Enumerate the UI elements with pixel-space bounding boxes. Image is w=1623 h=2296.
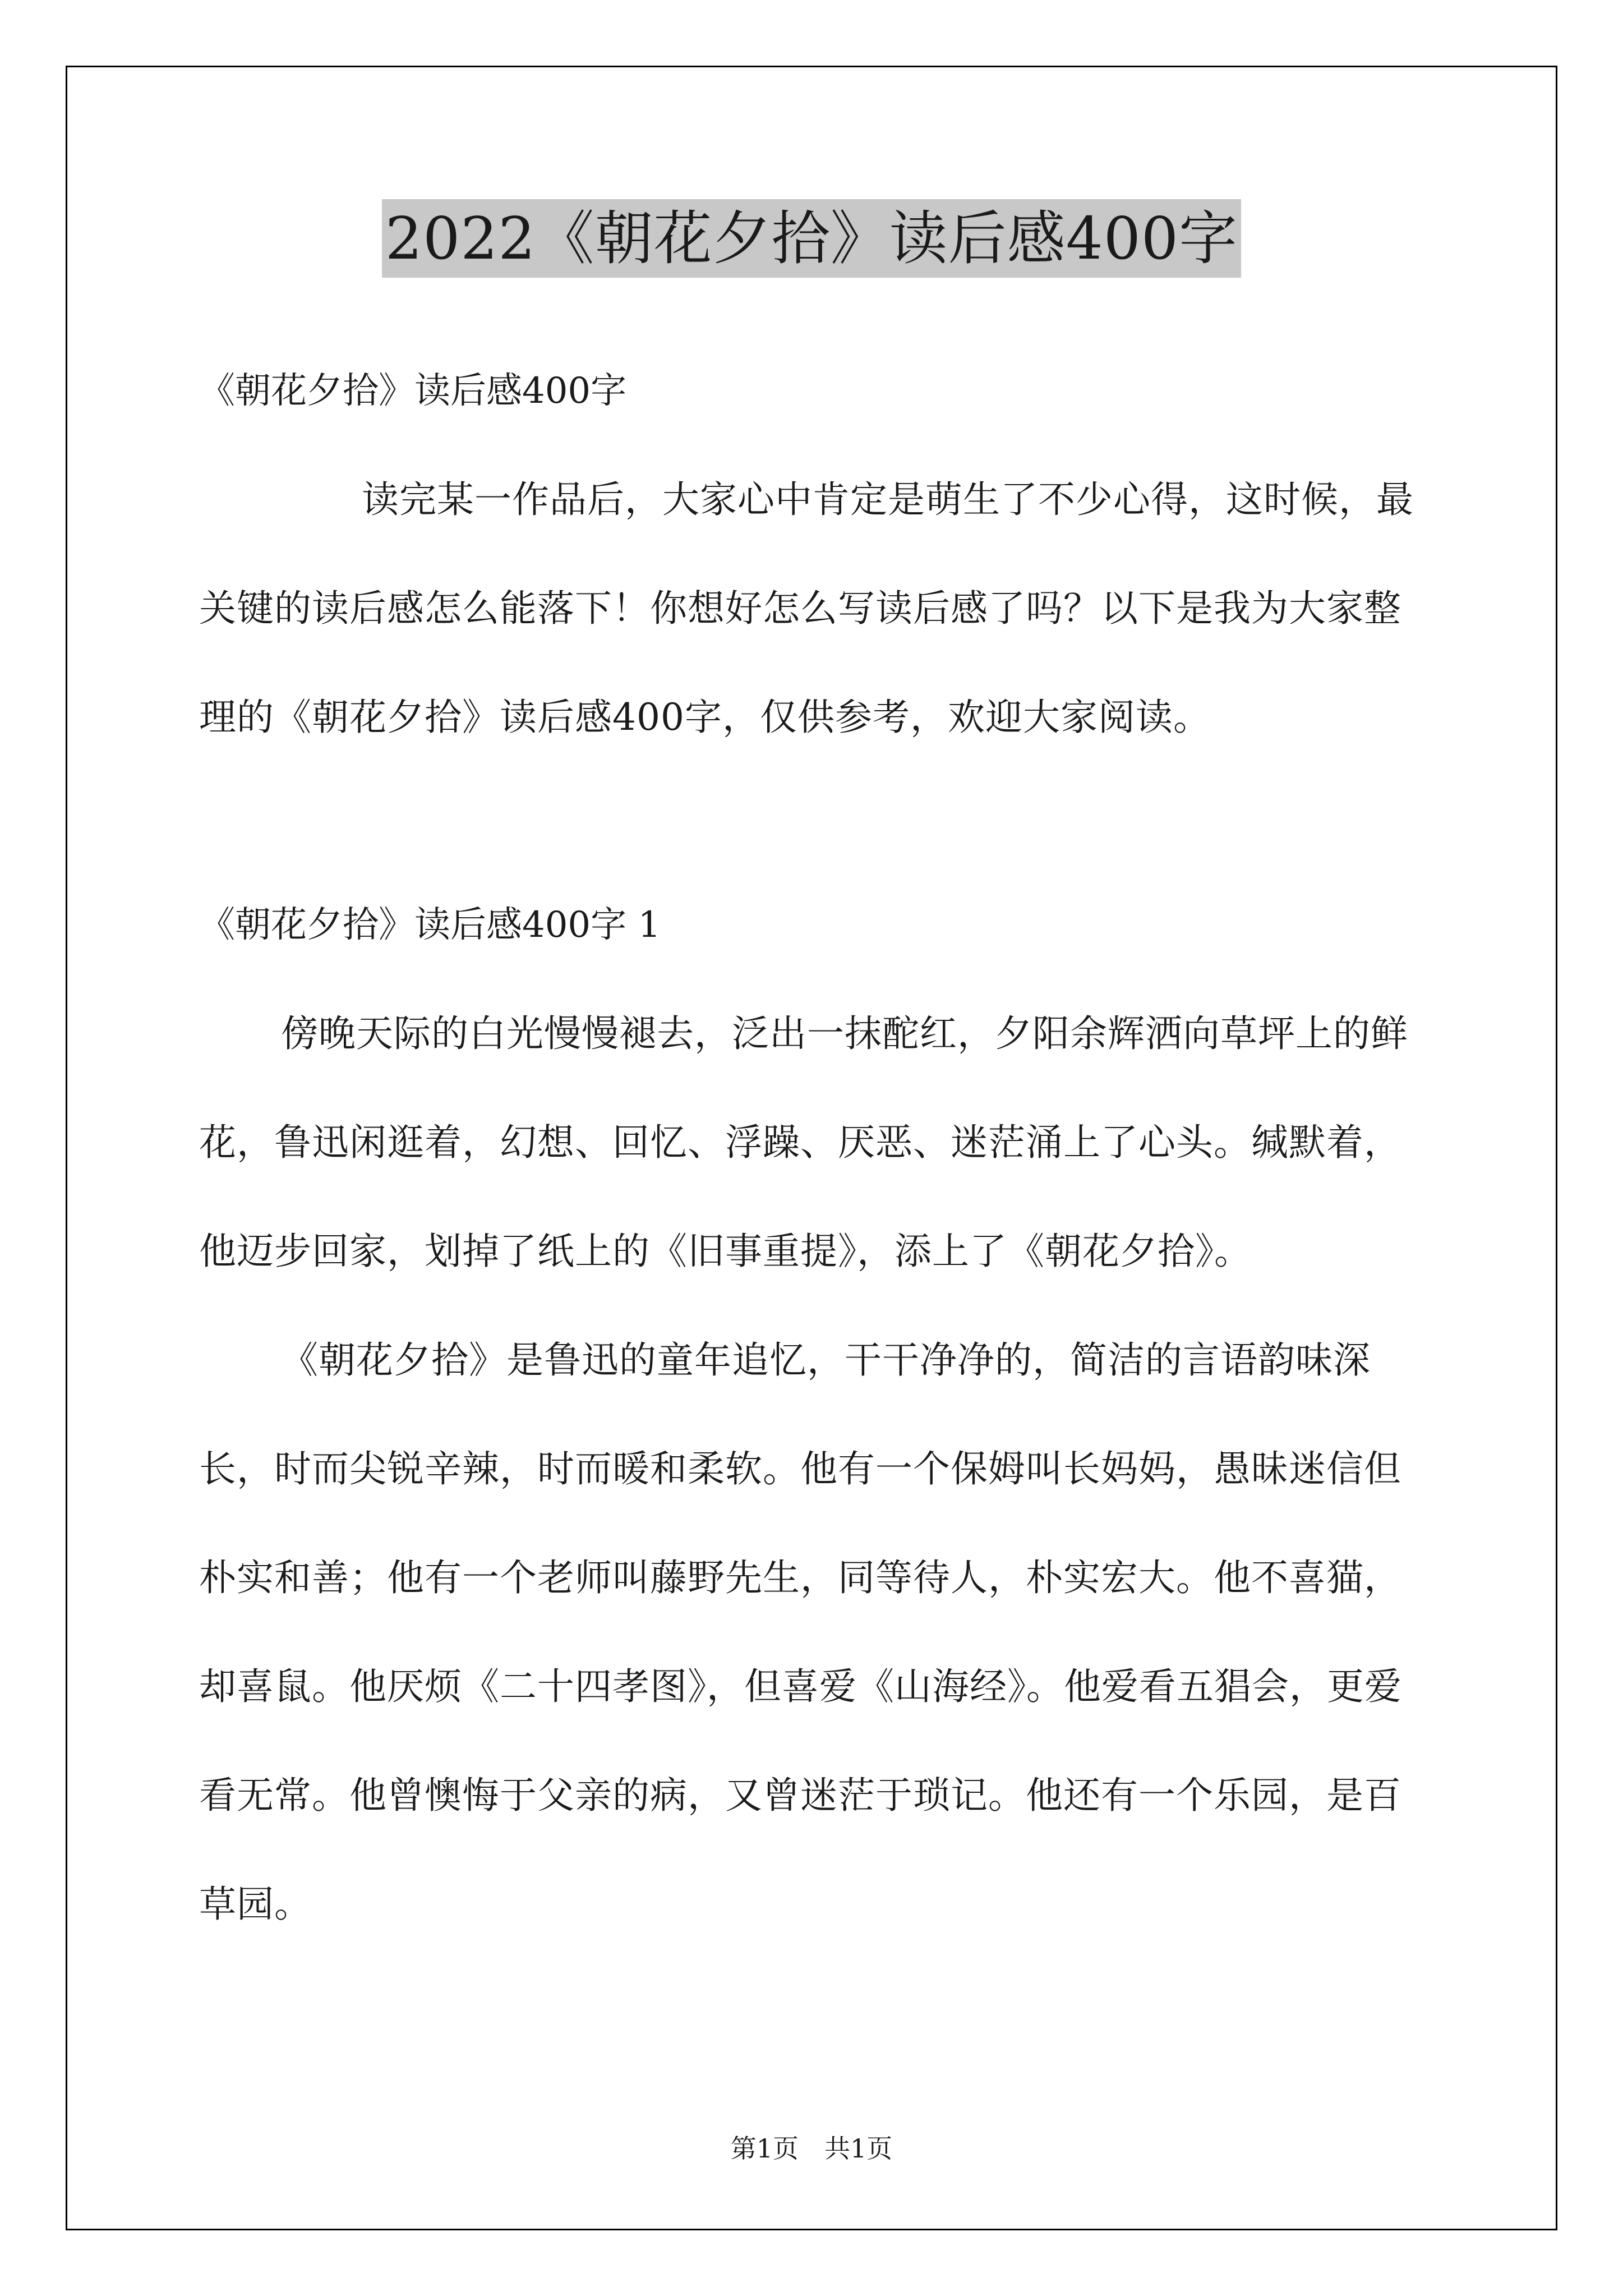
- intro-paragraph: 读完某一作品后，大家心中肯定是萌生了不少心得，这时候，最关键的读后感怎么能落下！你想好怎么写读后感了吗？以下是我为大家整理的《朝花夕拾》读后感400字，仅供参考，欢迎大家阅读。: [199, 478, 1414, 739]
- title-container: [0, 199, 1623, 278]
- document-subtitle: 《朝花夕拾》读后感400字: [199, 370, 627, 412]
- document-body: [199, 337, 1438, 1959]
- section-spacer: [199, 772, 1438, 871]
- section-heading: 《朝花夕拾》读后感400字 1: [199, 904, 661, 946]
- body-paragraph-2: 《朝花夕拾》是鲁迅的童年追忆，干干净净的，简洁的言语韵味深长，时而尖锐辛辣，时而暖和柔软。他有一个保姆叫长妈妈，愚昧迷信但朴实和善；他有一个老师叫藤野先生，同等待人，朴实宏大。他不喜猫，却喜鼠。他厌烦《二十四孝图》，但喜爱《山海经》。他爱看五猖会，更爱看无常。他曾懊悔于父亲的病，又曾迷茫于琐记。他还有一个乐园，是百草园。: [199, 1338, 1402, 1926]
- document-title: 2022《朝花夕拾》读后感400字: [382, 199, 1241, 278]
- body-paragraph-1: 傍晚天际的白光慢慢褪去，泛出一抹酡红，夕阳余辉洒向草坪上的鲜花，鲁迅闲逛着，幻想、回忆、浮躁、厌恶、迷茫涌上了心头。缄默着，他迈步回家，划掉了纸上的《旧事重提》，添上了《朝花夕拾》。: [199, 1012, 1408, 1273]
- page-footer: 第1页 共1页: [730, 2133, 893, 2164]
